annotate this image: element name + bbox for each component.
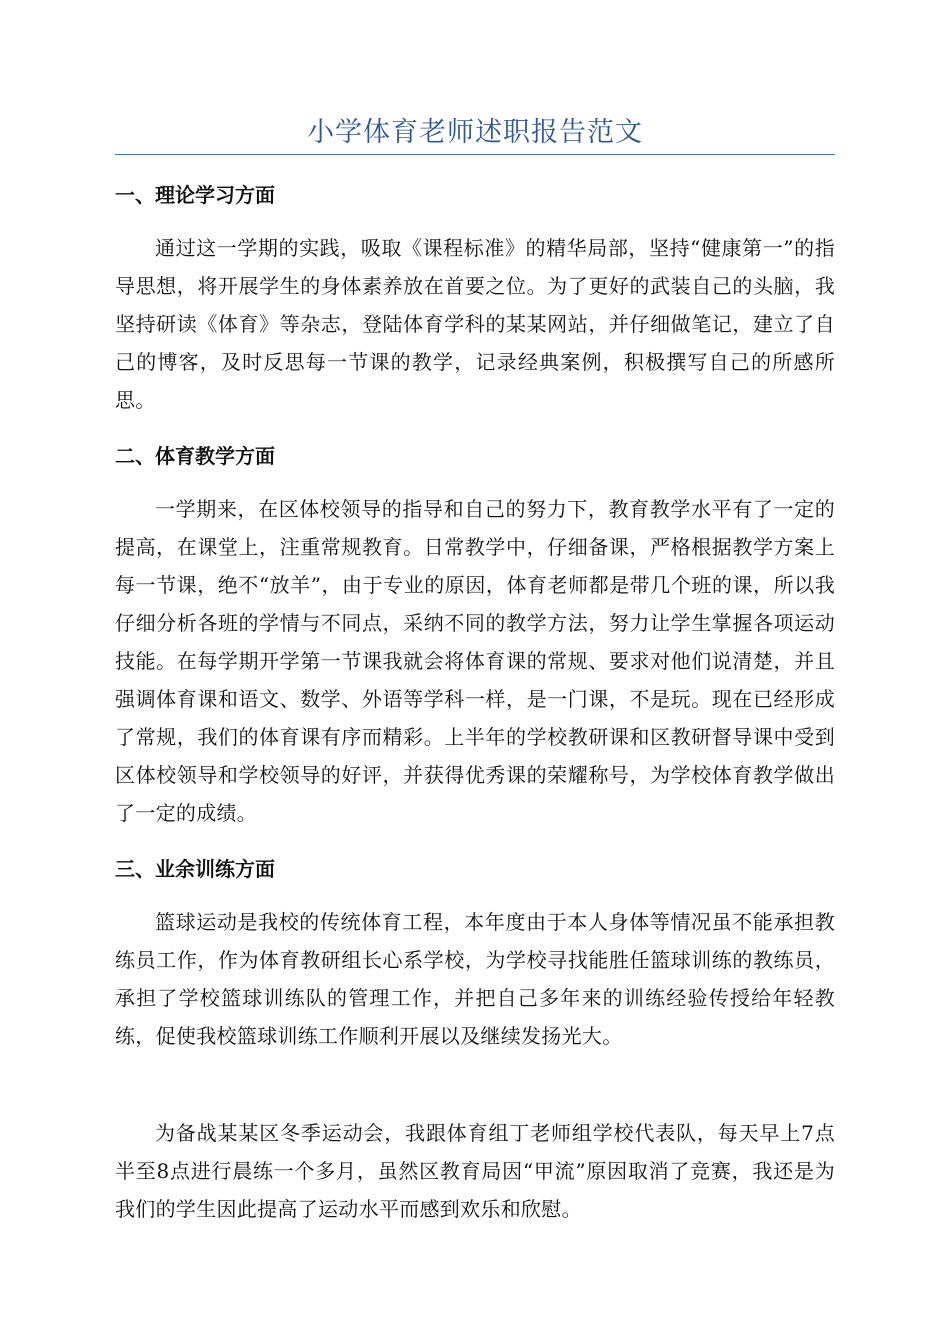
paragraph-teaching: 一学期来，在区体校领导的指导和自己的努力下，教育教学水平有了一定的提高，在课堂上，注重常规教育。日常教学中，仔细备课，严格根据教学方案上每一节课，绝不“放羊”，由于专业的原因，体育老师都是带几个班的课，所以我仔细分析各班的学情与不同点，采纳不同的教学方法，努力让学生掌握各项运动技能。在每学期开学第一节课我就会将体育课的常规、要求对他们说清楚，并且强调体育课和语文、数学、外语等学科一样，是一门课，不是玩。现在已经形成了常规，我们的体育课有序而精彩。上半年的学校教研课和区教研督导课中受到区体校领导和学校领导的好评，并获得优秀课的荣耀称号，为学校体育教学做出了一定的成绩。: [115, 497, 835, 825]
paragraph-theory: 通过这一学期的实践，吸取《课程标准》的精华局部，坚持“健康第一”的指导思想，将开展学生的身体素养放在首要之位。为了更好的武装自己的头脑，我坚持研读《体育》等杂志，登陆体育学科的某某网站，并仔细做笔记，建立了自己的博客，及时反思每一节课的教学，记录经典案例，积极撰写自己的所感所思。: [115, 236, 835, 412]
section-heading-teaching: 二、体育教学方面: [115, 444, 275, 468]
paragraph-training-1: 篮球运动是我校的传统体育工程，本年度由于本人身体等情况虽不能承担教练员工作，作为体育教研组长心系学校，为学校寻找能胜任篮球训练的教练员，承担了学校篮球训练队的管理工作，并把自己多年来的训练经验传授给年轻教练，促使我校篮球训练工作顺利开展以及继续发扬光大。: [115, 910, 835, 1048]
paragraph-training-2: 为备战某某区冬季运动会，我跟体育组丁老师组学校代表队，每天早上7点半至8点进行晨练一个多月，虽然区教育局因“甲流”原因取消了竞赛，我还是为我们的学生因此提高了运动水平而感到欢乐和欣慰。: [115, 1121, 835, 1221]
document-title: 小学体育老师述职报告范文: [307, 117, 643, 148]
section-heading-theory: 一、理论学习方面: [115, 183, 275, 207]
section-heading-training: 三、业余训练方面: [115, 857, 275, 881]
title-underline: [115, 154, 835, 155]
